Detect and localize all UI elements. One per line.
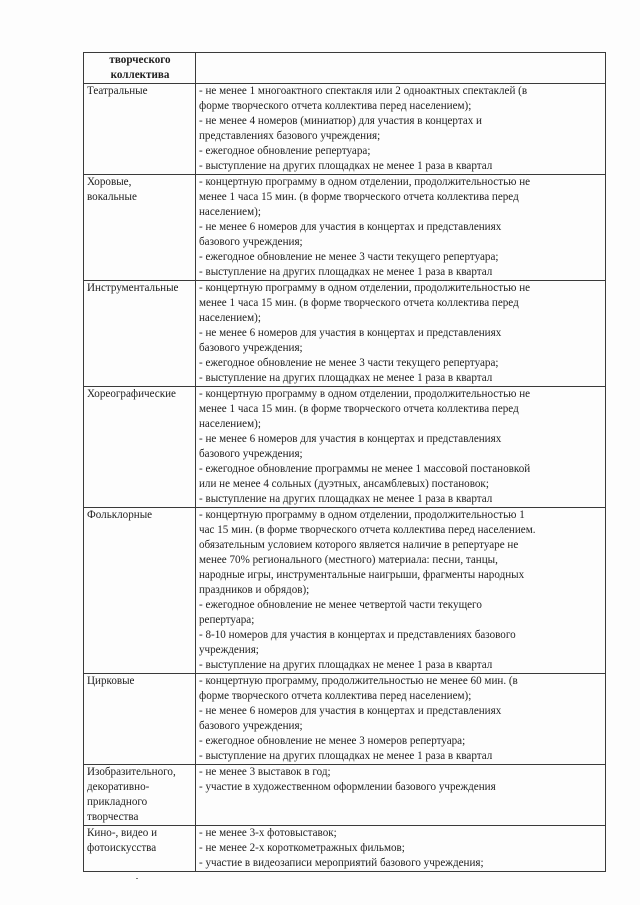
requirement-line: - выступление на других площадках не менее 1 раза в квартал (199, 493, 493, 505)
requirement-line: - участие в видеозаписи мероприятий базового учреждения; (199, 857, 484, 869)
requirement-line: менее 70% регионального (местного) материала: песни, танцы, (199, 554, 498, 566)
requirement-line: - не менее 3-х фотовыставок; (199, 827, 337, 839)
requirements-cell (196, 281, 606, 387)
table-row (84, 674, 606, 765)
requirement-line: - выступление на других площадках не менее 1 раза в квартал (199, 160, 493, 172)
requirement-line: - ежегодное обновление не менее 3 номеров репертуара; (199, 735, 466, 747)
category-line: декоративно- (87, 781, 150, 793)
table-row (84, 508, 606, 674)
requirement-line: представлениях базового учреждения; (199, 130, 381, 142)
table-row (84, 387, 606, 508)
requirements-cell (196, 387, 606, 508)
requirement-line: - ежегодное обновление не менее 3 части текущего репертуара; (199, 357, 499, 369)
requirements-cell (196, 674, 606, 765)
requirement-line: форме творческого отчета коллектива перед населением); (199, 100, 472, 112)
table-header-row (84, 53, 606, 84)
category-line: Цирковые (87, 675, 135, 687)
category-line: прикладного (87, 796, 148, 808)
category-line: вокальные (87, 191, 137, 203)
category-cell (84, 84, 196, 175)
requirement-line: - не менее 6 номеров для участия в концертах и представлениях (199, 705, 502, 717)
requirement-line: - концертную программу в одном отделении, продолжительностью не (199, 282, 531, 294)
category-line: Хореографические (87, 388, 176, 400)
category-line: Инструментальные (87, 282, 179, 294)
scan-speck (136, 878, 138, 879)
category-cell (84, 674, 196, 765)
header-cell-requirements (196, 53, 606, 84)
requirements-cell (196, 175, 606, 281)
category-cell (84, 281, 196, 387)
requirement-line: населением); (199, 206, 261, 218)
requirement-line: - не менее 6 номеров для участия в концертах и представлениях (199, 433, 502, 445)
requirements-cell (196, 826, 606, 872)
requirement-line: - ежегодное обновление репертуара; (199, 145, 371, 157)
category-cell (84, 826, 196, 872)
requirement-line: - не менее 6 номеров для участия в концертах и представлениях (199, 221, 502, 233)
requirement-line: - выступление на других площадках не менее 1 раза в квартал (199, 266, 493, 278)
requirement-line: - выступление на других площадках не менее 1 раза в квартал (199, 750, 493, 762)
requirements-cell (196, 765, 606, 826)
requirement-line: - не менее 1 многоактного спектакля или 2 одноактных спектаклей (в (199, 85, 528, 97)
category-line: Хоровые, (87, 176, 132, 188)
requirement-line: населением); (199, 418, 261, 430)
requirement-line: - не менее 3 выставок в год; (199, 766, 331, 778)
requirement-line: народные игры, инструментальные наигрыши, фрагменты народных (199, 569, 525, 581)
category-cell (84, 175, 196, 281)
requirement-line: менее 1 часа 15 мин. (в форме творческого отчета коллектива перед (199, 191, 519, 203)
requirement-line: - выступление на других площадках не менее 1 раза в квартал (199, 372, 493, 384)
requirement-line: - концертную программу в одном отделении, продолжительностью не (199, 388, 531, 400)
requirement-line: обязательным условием которого является наличие в репертуаре не (199, 539, 519, 551)
requirement-line: - участие в художественном оформлении базового учреждения (199, 781, 496, 793)
requirement-line: населением); (199, 312, 261, 324)
requirements-table (83, 52, 606, 872)
requirement-line: менее 1 часа 15 мин. (в форме творческого отчета коллектива перед (199, 403, 519, 415)
header-line: коллектива (110, 69, 170, 81)
category-cell (84, 508, 196, 674)
requirement-line: форме творческого отчета коллектива перед населением); (199, 690, 472, 702)
requirement-line: - концертную программу в одном отделении, продолжительностью не (199, 176, 531, 188)
table-row (84, 84, 606, 175)
requirement-line: - не менее 6 номеров для участия в концертах и представлениях (199, 327, 502, 339)
header-line: творческого (109, 54, 171, 66)
category-cell (84, 387, 196, 508)
requirement-line: или не менее 4 сольных (дуэтных, ансамблевых) постановок; (199, 478, 489, 490)
requirement-line: базового учреждения; (199, 448, 303, 460)
requirement-line: базового учреждения; (199, 236, 303, 248)
requirement-line: учреждения; (199, 644, 259, 656)
requirement-line: менее 1 часа 15 мин. (в форме творческого отчета коллектива перед (199, 297, 519, 309)
requirement-line: - ежегодное обновление не менее 3 части текущего репертуара; (199, 251, 499, 263)
category-line: фотоискусства (87, 842, 157, 854)
table-row (84, 765, 606, 826)
requirement-line: час 15 мин. (в форме творческого отчета коллектива перед населением. (199, 524, 536, 536)
header-cell-collective-type (84, 53, 196, 84)
category-line: Кино-, видео и (87, 827, 158, 839)
category-line: Театральные (87, 85, 148, 97)
requirement-line: репертуара; (199, 614, 255, 626)
requirement-line: - концертную программу, продолжительностью не менее 60 мин. (в (199, 675, 518, 687)
category-line: Изобразительного, (87, 766, 176, 778)
requirement-line: - выступление на других площадках не менее 1 раза в квартал (199, 659, 493, 671)
category-line: Фольклорные (87, 509, 153, 521)
category-cell (84, 765, 196, 826)
requirement-line: - 8-10 номеров для участия в концертах и представлениях базового (199, 629, 516, 641)
requirement-line: - концертную программу в одном отделении, продолжительностью 1 (199, 509, 525, 521)
requirement-line: праздников и обрядов); (199, 584, 310, 596)
requirement-line: - не менее 2-х короткометражных фильмов; (199, 842, 405, 854)
table-row (84, 826, 606, 872)
requirement-line: базового учреждения; (199, 720, 303, 732)
requirement-line: - не менее 4 номеров (миниатюр) для участия в концертах и (199, 115, 482, 127)
requirements-cell (196, 84, 606, 175)
table-row (84, 281, 606, 387)
table-row (84, 175, 606, 281)
requirements-cell (196, 508, 606, 674)
requirement-line: - ежегодное обновление программы не менее 1 массовой постановкой (199, 463, 531, 475)
requirement-line: базового учреждения; (199, 342, 303, 354)
requirement-line: - ежегодное обновление не менее четвертой части текущего (199, 599, 482, 611)
category-line: творчества (87, 811, 139, 823)
